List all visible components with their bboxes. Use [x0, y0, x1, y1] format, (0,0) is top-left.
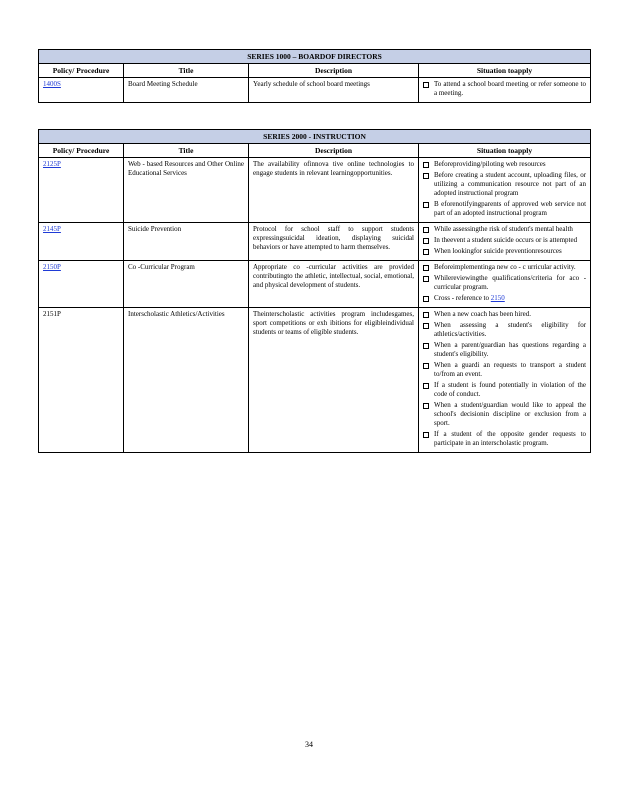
policy-link[interactable]: 1400S	[43, 80, 61, 88]
policy-cell	[39, 261, 124, 308]
title-cell: Board Meeting Schedule	[124, 78, 249, 103]
table-row	[39, 261, 591, 308]
description-cell: The availability ofinnova tive online technologies to engage students in relevant learningopportunities.	[249, 158, 419, 223]
checkbox-bullet-icon	[423, 296, 429, 302]
title-cell: Suicide Prevention	[124, 223, 249, 261]
checkbox-bullet-icon	[423, 323, 429, 329]
situation-item: Before creating a student account, uploading files, or utilizing a communication resource not part of an adopted instructional program	[423, 171, 586, 198]
policy-cell	[39, 78, 124, 103]
checkbox-bullet-icon	[423, 265, 429, 271]
checkbox-bullet-icon	[423, 276, 429, 282]
checkbox-bullet-icon	[423, 249, 429, 255]
description-cell: Protocol for school staff to support students expressingsuicidal ideation, displaying suicidal behaviors or have attempted to harm themselves.	[249, 223, 419, 261]
situation-item: To attend a school board meeting or refer someone to a meeting.	[423, 80, 586, 98]
checkbox-bullet-icon	[423, 363, 429, 369]
policy-cell	[39, 158, 124, 223]
situation-item: If a student is found potentially in violation of the code of conduct.	[423, 381, 586, 399]
checkbox-bullet-icon	[423, 312, 429, 318]
policy-code: 2151P	[43, 310, 61, 318]
policy-header: Policy/ Procedure	[39, 64, 124, 78]
checkbox-bullet-icon	[423, 432, 429, 438]
checkbox-bullet-icon	[423, 202, 429, 208]
situation-item: Whilereviewingthe qualifications/criteria for aco - curricular program.	[423, 274, 586, 292]
situation-item: Cross - reference to 2150	[423, 294, 586, 303]
situation-item: Beforeproviding/piloting web resources	[423, 160, 586, 169]
checkbox-bullet-icon	[423, 238, 429, 244]
description-header: Description	[249, 64, 419, 78]
title-cell: Interscholastic Athletics/Activities	[124, 308, 249, 453]
situation-cell	[419, 223, 591, 261]
situation-item: When a new coach has been hired.	[423, 310, 586, 319]
title-cell: Co -Curricular Program	[124, 261, 249, 308]
situation-item: If a student of the opposite gender requests to participate in an interscholastic program.	[423, 430, 586, 448]
checkbox-bullet-icon	[423, 403, 429, 409]
description-header: Description	[249, 144, 419, 158]
policy-cell	[39, 223, 124, 261]
description-cell: Appropriate co -curricular activities are provided contributingto the athletic, intellectual, social, emotional, and physical development of students.	[249, 261, 419, 308]
situation-item: Beforeimplementinga new co - c urricular activity.	[423, 263, 586, 272]
title-header: Title	[124, 64, 249, 78]
situation-item: When lookingfor suicide preventionresources	[423, 247, 586, 256]
checkbox-bullet-icon	[423, 227, 429, 233]
table-row	[39, 78, 591, 103]
series-2000-table	[38, 129, 591, 453]
situation-header: Situation toapply	[419, 64, 591, 78]
page-number: 34	[305, 740, 313, 749]
description-cell: Yearly schedule of school board meetings	[249, 78, 419, 103]
table-row	[39, 158, 591, 223]
description-cell: Theinterscholastic activities program includesgames, sport competitions or exh ibitions for eligibleindividual students or teams of eligible students.	[249, 308, 419, 453]
situation-item: In theevent a student suicide occurs or is attempted	[423, 236, 586, 245]
situation-item: B eforenotifyingparents of approved web service not part of an adopted instructional program	[423, 200, 586, 218]
policy-link[interactable]: 2150P	[43, 263, 61, 271]
situation-item: When a parent/guardian has questions regarding a student's eligibility.	[423, 341, 586, 359]
cross-reference-link[interactable]: 2150	[490, 294, 505, 302]
policy-header: Policy/ Procedure	[39, 144, 124, 158]
table-row	[39, 308, 591, 453]
situation-cell	[419, 308, 591, 453]
situation-item: When assessing a student's eligibility for athletics/activities.	[423, 321, 586, 339]
series-1000-table	[38, 49, 591, 103]
policy-link[interactable]: 2125P	[43, 160, 61, 168]
title-header: Title	[124, 144, 249, 158]
situation-cell	[419, 78, 591, 103]
table-row	[39, 223, 591, 261]
series-title: SERIES 1000 – BOARDOF DIRECTORS	[39, 50, 591, 64]
checkbox-bullet-icon	[423, 383, 429, 389]
checkbox-bullet-icon	[423, 82, 429, 88]
situation-cell	[419, 158, 591, 223]
policy-link[interactable]: 2145P	[43, 225, 61, 233]
situation-item: When a student/guardian would like to appeal the school's decisionin discipline or exclusion from a sport.	[423, 401, 586, 428]
situation-cell	[419, 261, 591, 308]
situation-item: When a guardi an requests to transport a student to/from an event.	[423, 361, 586, 379]
checkbox-bullet-icon	[423, 343, 429, 349]
series-title: SERIES 2000 - INSTRUCTION	[39, 130, 591, 144]
title-cell: Web - based Resources and Other Online Educational Services	[124, 158, 249, 223]
policy-cell	[39, 308, 124, 453]
checkbox-bullet-icon	[423, 162, 429, 168]
checkbox-bullet-icon	[423, 173, 429, 179]
situation-header: Situation toapply	[419, 144, 591, 158]
situation-item: While assessingthe risk of student's mental health	[423, 225, 586, 234]
